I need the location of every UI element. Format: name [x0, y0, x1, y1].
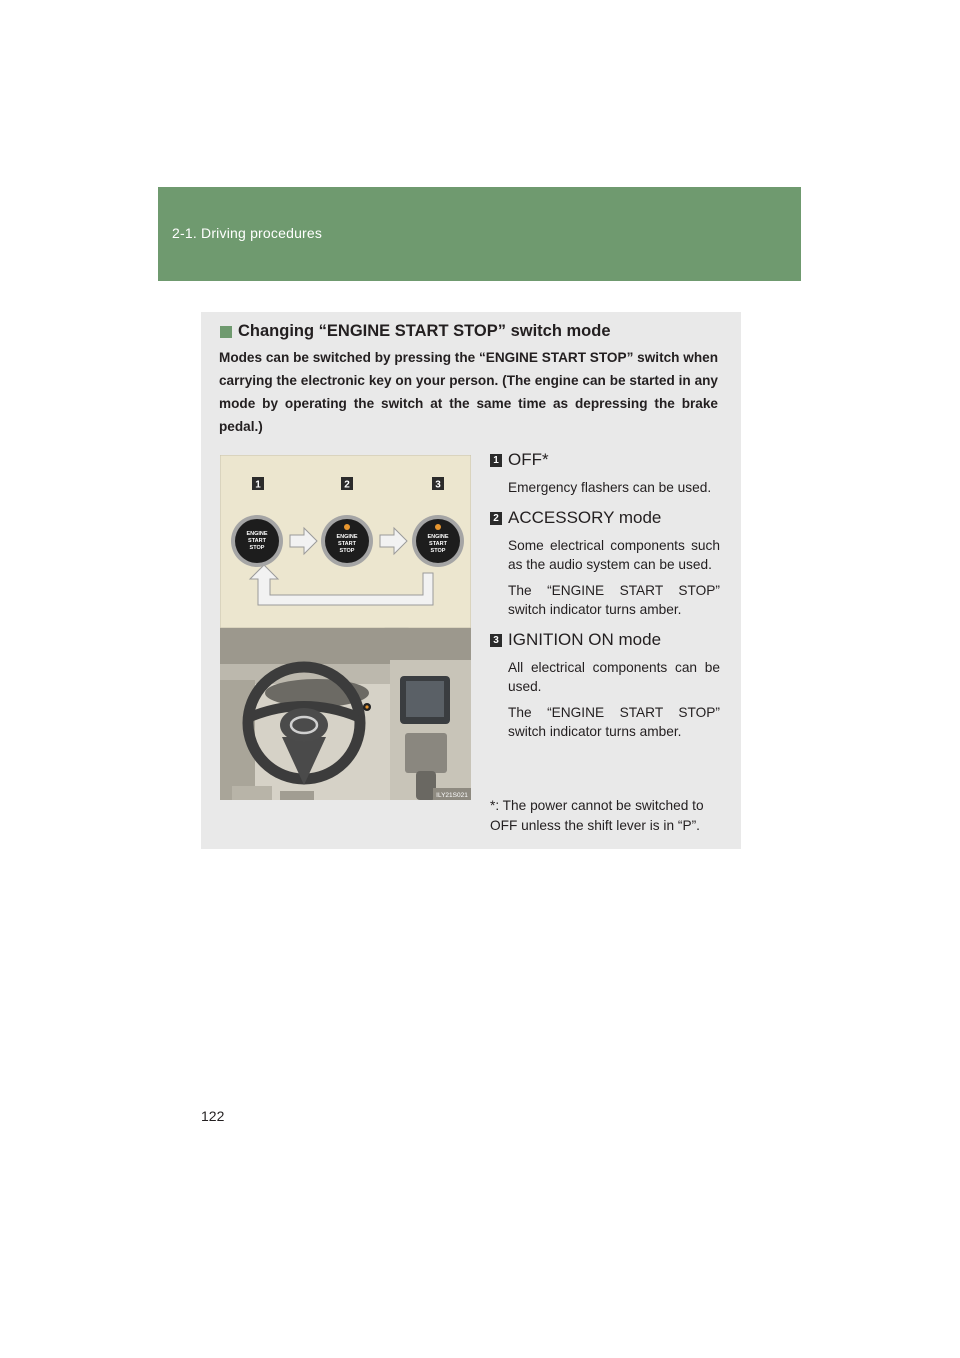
svg-text:START: START: [248, 538, 266, 544]
svg-text:ENGINE: ENGINE: [427, 534, 449, 540]
page-number: 122: [201, 1108, 225, 1124]
figure-number-2: 2: [344, 479, 350, 491]
svg-text:ENGINE: ENGINE: [336, 534, 358, 540]
engine-switch-illustration: [220, 455, 471, 800]
mode-description: Some electrical components such as the audio system can be used.: [508, 537, 720, 572]
figure-number-3: 3: [435, 479, 441, 491]
svg-text:STOP: STOP: [249, 545, 265, 551]
intro-paragraph: Modes can be switched by pressing the “ENGINE START STOP” switch when carrying the electronic key on your person. (The engine can be started in any mode by operating the switch at the same time as depressing the brake pedal.): [219, 350, 718, 434]
number-badge-icon: 2: [490, 512, 502, 525]
section-heading-text: Changing “ENGINE START STOP” switch mode: [238, 322, 611, 340]
svg-text:ENGINE: ENGINE: [246, 531, 268, 537]
svg-text:STOP: STOP: [339, 548, 355, 554]
info-panel: [201, 312, 741, 849]
svg-text:STOP: STOP: [430, 548, 446, 554]
number-badge-icon: 3: [490, 634, 502, 647]
mode-description: Emergency flashers can be used.: [508, 480, 712, 495]
svg-text:START: START: [429, 541, 447, 547]
svg-text:START: START: [338, 541, 356, 547]
mode-description: The “ENGINE START STOP” switch indicator turns amber.: [508, 704, 720, 739]
mode-title: ACCESSORY mode: [508, 507, 662, 527]
mode-list: [490, 448, 720, 742]
section-title: 2-1. Driving procedures: [172, 225, 323, 241]
mode-description: All electrical components can be used.: [508, 659, 720, 694]
square-bullet-icon: [220, 326, 232, 338]
section-heading: [220, 322, 611, 341]
mode-title: IGNITION ON mode: [508, 629, 662, 649]
engine-switch-button-accessory: [321, 515, 373, 567]
mode-description: The “ENGINE START STOP” switch indicator turns amber.: [508, 582, 720, 617]
figure-number-1: 1: [255, 479, 261, 491]
section-header-band: [158, 187, 801, 281]
engine-switch-button-ignition-on: [412, 515, 464, 567]
mode-item-accessory: [490, 506, 720, 620]
mode-title: OFF*: [508, 450, 549, 469]
mode-item-ignition-on: [490, 628, 720, 742]
number-badge-icon: 1: [490, 454, 502, 467]
figure-code: ILY21S021: [436, 792, 468, 799]
mode-item-off: [490, 448, 720, 498]
footnote: *: The power cannot be switched to OFF unless the shift lever is in “P”.: [490, 798, 704, 833]
engine-switch-button-off: [231, 515, 283, 567]
